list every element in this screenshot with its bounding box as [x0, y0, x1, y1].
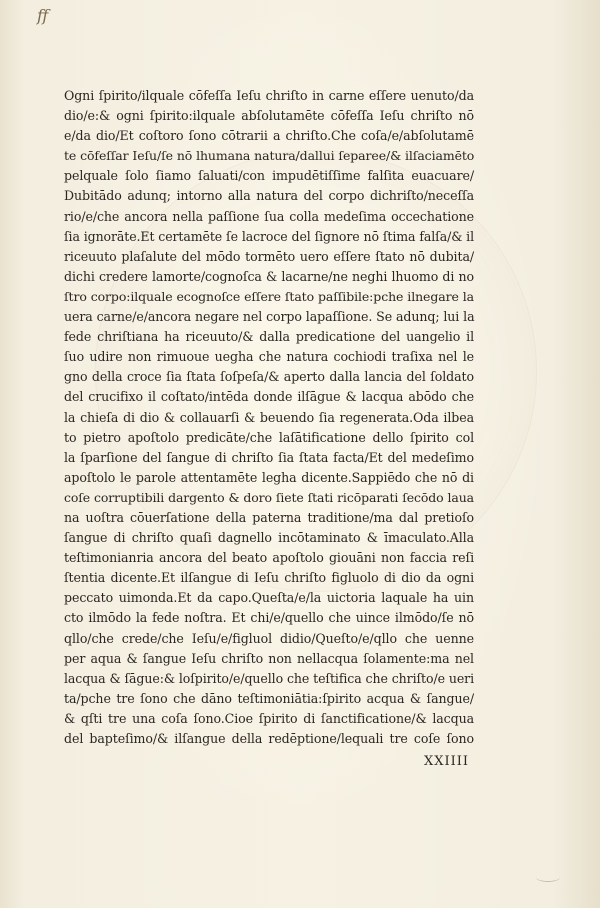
text-line: uera carne/e/ancora negare nel corpo lapaſſione. Se adunq; lui la [64, 309, 475, 325]
text-line: Dubitādo adunq; intorno alla natura del corpo dichriſto/neceſſa [64, 188, 474, 204]
text-line: qllo/che crede/che Ieſu/e/figluol didio/Queſto/e/qllo che uenne [64, 630, 474, 646]
text-line: rio/e/che ancora nella paſſione ſua colla medeſima occechatione [64, 208, 474, 224]
text-line: cto ilmōdo la fede noſtra. Et chi/e/quello che uince ilmōdo/ſe nō [64, 610, 474, 626]
text-line: la ſparſione del ſangue di chriſto ſia ſtata facta/Et del medeſimo [64, 449, 474, 465]
text-line: fede chriſtiana ha riceuuto/& dalla predicatione del uangelio il [64, 329, 474, 345]
text-line: la chieſa di dio & collauarſi & beuendo ſia regenerata.Oda ilbea [64, 409, 474, 425]
text-line: to pietro apoſtolo predicāte/che laſātificatione dello ſpirito col [64, 429, 474, 445]
text-line: pelquale ſolo ſiamo ſaluati/con impudētiſſime falſita euacuare/ [64, 168, 474, 184]
paper-fold-mark [536, 873, 560, 882]
text-line: e/da dio/Et coſtoro ſono cōtrarii a chriſto.Che coſa/e/abſolutamē [64, 128, 474, 144]
text-line: Ogni ſpirito/ilquale cōfeſſa Ieſu chriſto in carne eſſere uenuto/da [64, 88, 474, 103]
text-line: del crucifixo il coſtato/intēda donde ilſāgue & lacqua abōdo che [64, 389, 474, 405]
text-line: del bapteſimo/& ilſangue della redēptione/lequali tre coſe ſono [64, 731, 474, 746]
text-line: ſuo udire non rimuoue uegha che natura cochiodi traſixa nel le [64, 349, 474, 365]
text-line: te cōfeſſar Ieſu/ſe nō lhumana natura/dallui ſeparee/& ilſaciamēto [64, 148, 475, 164]
text-line: & qſti tre una coſa ſono.Cioe ſpirito di ſanctificatione/& lacqua [64, 710, 474, 726]
text-line: ta/pche tre ſono che dāno teſtimoniātia:ſpirito acqua & ſangue/ [64, 690, 474, 706]
text-line: ſia ignorāte.Et certamēte ſe lacroce del ſignore nō ſtima falſa/& il [64, 228, 474, 244]
text-line: teſtimonianria ancora del beato apoſtolo giouāni non faccia reſi [64, 550, 474, 566]
text-line: per aqua & ſangue Ieſu chriſto non nellacqua ſolamente:ma nel [64, 650, 474, 666]
text-line: gno della croce ſia ſtata ſoſpeſa/& aperto dalla lancia del ſoldato [64, 369, 474, 385]
body-text [64, 86, 474, 749]
text-line: apoſtolo le parole attentamēte legha dicente.Sappiēdo che nō di [64, 469, 474, 485]
text-line: na uoſtra cōuerſatione della paterna traditione/ma dal pretioſo [64, 509, 474, 525]
text-line: riceuuto plaſalute del mōdo tormēto uero eſſere ſtato nō dubita/ [64, 248, 474, 264]
text-line: ſtro corpo:ilquale ecognoſce eſſere ſtato paſſibile:pche ilnegare la [64, 288, 474, 304]
page-corner-mark: ff [37, 6, 49, 25]
text-line: ſtentia dicente.Et ilſangue di Ieſu chriſto figluolo di dio da ogni [64, 570, 474, 586]
text-line: dio/e:& ogni ſpirito:ilquale abſolutamēte cōfeſſa Ieſu chriſto nō [64, 108, 474, 124]
text-line: lacqua & ſāgue:& loſpirito/e/quello che teſtifica che chriſto/e ueri [64, 670, 474, 686]
signature-mark: XXIIII [424, 754, 470, 769]
text-line: ſangue di chriſto quaſi dagnello incōtaminato & īmaculato.Alla [64, 530, 474, 546]
text-line: dichi credere lamorte/cognoſca & lacarne/ne neghi lhuomo di no [64, 268, 474, 284]
text-line: peccato uimonda.Et da capo.Queſta/e/la uictoria laquale ha uin [64, 590, 474, 606]
text-line: coſe corruptibili dargento & doro ſiete ſtati ricōparati ſecōdo laua [64, 489, 474, 505]
